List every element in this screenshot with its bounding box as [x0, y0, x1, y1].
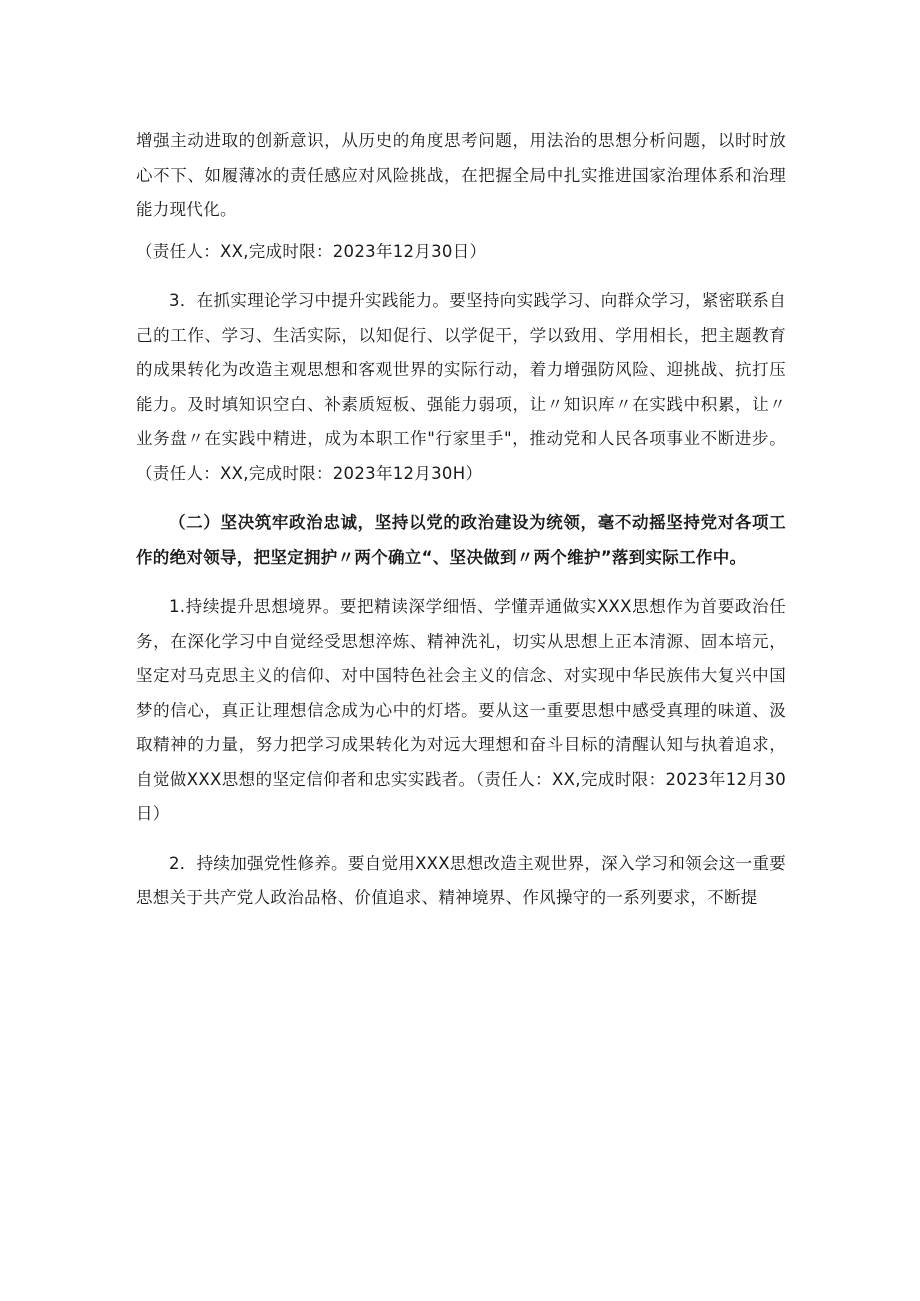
- paragraph-item-3: 3．在抓实理论学习中提升实践能力。要坚持向实践学习、向群众学习，紧密联系自己的工作、学习、生活实际，以知促行、以学促干，学以致用、学用相长，把主题教育的成果转化为改造主观思想和客观世界的实际行动，着力增强防风险、迎挑战、抗打压能力。及时填知识空白、补素质短板、强能力弱项，让〃知识库〃在实践中积累，让〃业务盘〃在实践中精进，成为本职工作"行家里手"，推动党和人民各项事业不断进步。（责任人：XX,完成时限：2023年12月30H）: [136, 291, 786, 483]
- responsibility-note: （责任人：XX,完成时限：2023年12月30日）: [136, 241, 487, 261]
- section-heading-2: （二）坚决筑牢政治忠诚，坚持以党的政治建设为统领，毫不动摇坚持党对各项工作的绝对领导，把坚定拥护〃两个确立“、坚决做到〃两个维护”落到实际工作中。: [136, 513, 786, 567]
- paragraph-item-2: 2．持续加强党性修养。要自觉用XXX思想改造主观世界，深入学习和领会这一重要思想关于共产党人政治品格、价值追求、精神境界、作风操守的一系列要求，不断提: [136, 853, 786, 907]
- paragraph-item-1: 1.持续提升思想境界。要把精读深学细悟、学懂弄通做实XXX思想作为首要政治任务，在深化学习中自觉经受思想淬炼、精神洗礼，切实从思想上正本清源、固本培元，坚定对马克思主义的信仰、对中国特色社会主义的信念、对实现中华民族伟大复兴中国梦的信心，真正让理想信念成为心中的灯塔。要从这一重要思想中感受真理的味道、汲取精神的力量，努力把学习成果转化为对远大理想和奋斗目标的清醒认知与执着追求，自觉做XXX思想的坚定信仰者和忠实实践者。（责任人：XX,完成时限：2023年12月30日）: [136, 597, 786, 823]
- paragraph-continuation: 增强主动进取的创新意识，从历史的角度思考问题，用法治的思想分析问题，以时时放心不下、如履薄冰的责任感应对风险挑战，在把握全局中扎实推进国家治理体系和治理能力现代化。: [136, 131, 786, 219]
- document-body: [136, 124, 786, 916]
